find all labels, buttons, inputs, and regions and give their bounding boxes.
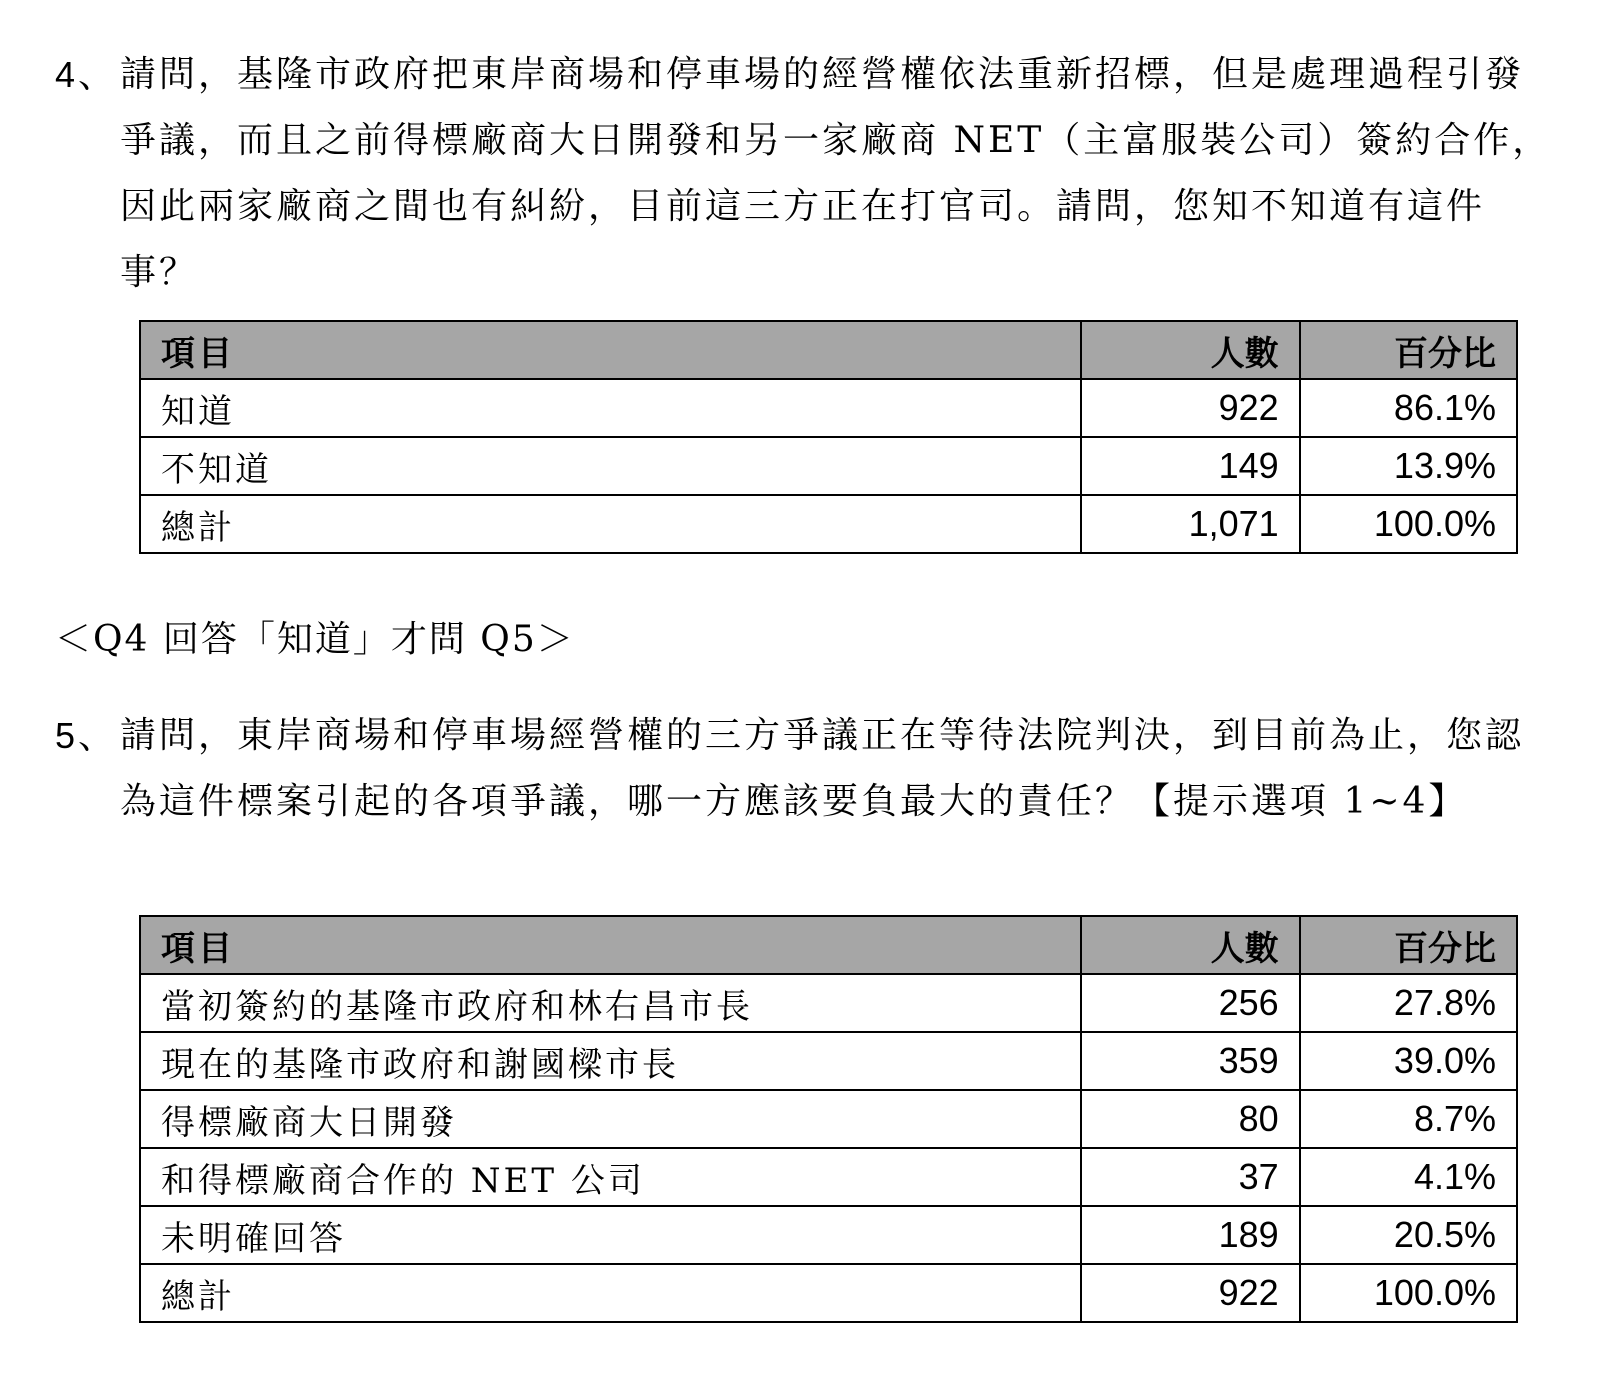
question-5-text: 請問，東岸商場和停車場經營權的三方爭議正在等待法院判決，到目前為止，您認為這件標案引起的各項爭議，哪一方應該要負最大的責任？【提示選項 1~4】 — [120, 715, 1525, 822]
row-count: 922 — [1081, 1264, 1299, 1322]
row-item: 當初簽約的基隆市政府和林右昌市長 — [140, 974, 1081, 1032]
row-percent: 4.1% — [1300, 1148, 1517, 1206]
skip-logic-note: ＜Q4 回答「知道」才問 Q5＞ — [55, 619, 575, 660]
table-row — [140, 1148, 1517, 1206]
row-percent: 8.7% — [1300, 1090, 1517, 1148]
row-item: 未明確回答 — [140, 1206, 1081, 1264]
row-count: 359 — [1081, 1032, 1299, 1090]
table-row — [140, 974, 1517, 1032]
row-item: 總計 — [140, 1264, 1081, 1322]
row-percent: 39.0% — [1300, 1032, 1517, 1090]
header-count: 人數 — [1081, 916, 1299, 974]
question-4 — [55, 42, 1560, 306]
row-count: 922 — [1081, 379, 1299, 437]
question-4-text: 請問，基隆市政府把東岸商場和停車場的經營權依法重新招標，但是處理過程引發爭議，而且之前得標廠商大日開發和另一家廠商 NET（主富服裝公司）簽約合作，因此兩家廠商之間也有糾紛，目前這三方正在打官司。請問，您知不知道有這件事？ — [120, 54, 1552, 293]
table-row — [140, 1206, 1517, 1264]
row-percent: 20.5% — [1300, 1206, 1517, 1264]
table-header-row — [140, 321, 1517, 379]
row-item: 得標廠商大日開發 — [140, 1090, 1081, 1148]
row-count: 189 — [1081, 1206, 1299, 1264]
table-row — [140, 437, 1517, 495]
table-row — [140, 1090, 1517, 1148]
q4-results-table — [139, 320, 1518, 554]
header-count: 人數 — [1081, 321, 1299, 379]
question-5-number: 5、 — [55, 715, 118, 756]
table-row — [140, 1032, 1517, 1090]
row-percent: 13.9% — [1300, 437, 1517, 495]
table-row — [140, 379, 1517, 437]
row-count: 256 — [1081, 974, 1299, 1032]
table-row-total — [140, 495, 1517, 553]
row-item: 和得標廠商合作的 NET 公司 — [140, 1148, 1081, 1206]
header-item: 項目 — [140, 916, 1081, 974]
table-row-total — [140, 1264, 1517, 1322]
row-percent: 27.8% — [1300, 974, 1517, 1032]
row-percent: 100.0% — [1300, 1264, 1517, 1322]
row-item: 不知道 — [140, 437, 1081, 495]
table-header-row — [140, 916, 1517, 974]
row-count: 37 — [1081, 1148, 1299, 1206]
row-item: 現在的基隆市政府和謝國樑市長 — [140, 1032, 1081, 1090]
row-percent: 100.0% — [1300, 495, 1517, 553]
row-count: 80 — [1081, 1090, 1299, 1148]
row-count: 1,071 — [1081, 495, 1299, 553]
header-item: 項目 — [140, 321, 1081, 379]
row-percent: 86.1% — [1300, 379, 1517, 437]
question-5 — [55, 703, 1560, 835]
header-percent: 百分比 — [1300, 916, 1517, 974]
row-item: 知道 — [140, 379, 1081, 437]
header-percent: 百分比 — [1300, 321, 1517, 379]
row-count: 149 — [1081, 437, 1299, 495]
row-item: 總計 — [140, 495, 1081, 553]
q5-results-table — [139, 915, 1518, 1323]
question-4-number: 4、 — [55, 54, 118, 95]
